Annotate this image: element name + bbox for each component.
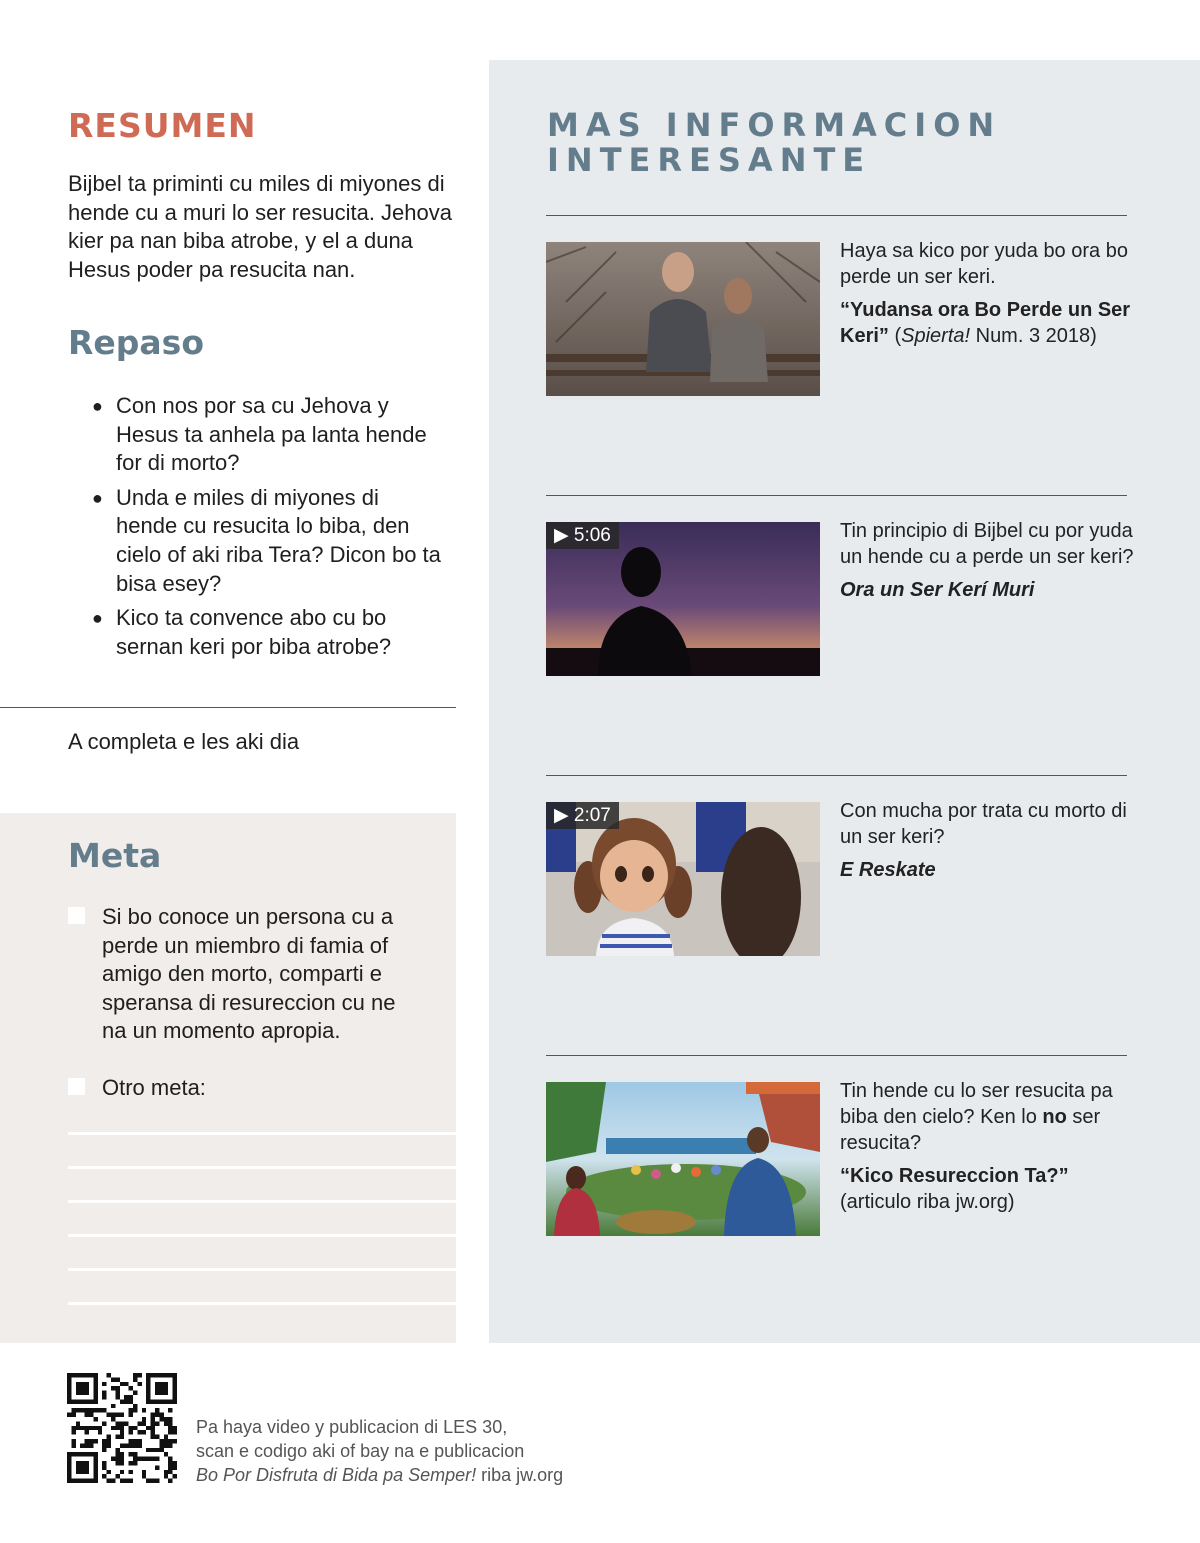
summary-text: Bijbel ta priminti cu miles di miyones di hende cu a muri lo ser resucita. Jehova kier pa nan biba atrobe, y el a duna Hesus poder pa resucita nan.: [68, 171, 452, 282]
item-source-title[interactable]: E Reskate: [840, 859, 936, 881]
silhouette-at-sunset-video[interactable]: [546, 522, 820, 676]
item-source-open: (: [888, 325, 902, 347]
item-description: [840, 1078, 1140, 1156]
more-info-item: [840, 798, 1140, 883]
review-question: [92, 604, 442, 661]
divider: [0, 707, 456, 708]
summary-heading: RESUMEN: [68, 106, 257, 145]
review-question-text: Con nos por sa cu Jehova y Hesus ta anhela pa lanta hende for di morto?: [116, 393, 427, 476]
goal-item-other[interactable]: [68, 1074, 418, 1103]
item-source-title[interactable]: “Yudansa ora Bo Perde un Ser Keri”: [840, 299, 1131, 347]
item-source[interactable]: [840, 297, 1140, 349]
goal-checkbox[interactable]: [68, 907, 85, 924]
divider: [546, 215, 1127, 216]
divider: [546, 495, 1127, 496]
paradise-painting[interactable]: [546, 1082, 820, 1236]
footer-line: riba jw.org: [476, 1465, 564, 1485]
animated-girl-video[interactable]: [546, 802, 820, 956]
item-description-text: ser resucita?: [840, 1106, 1101, 1154]
bullet-icon: ●: [92, 396, 103, 416]
item-source-issue: Num. 3 2018): [970, 325, 1097, 347]
more-info-heading: [547, 108, 1147, 178]
footer-line: Pa haya video y publicacion di LES 30,: [196, 1417, 508, 1437]
more-info-item: [840, 238, 1140, 349]
goal-item-text: Si bo conoce un persona cu a perde un miembro di famia of amigo den morto, comparti e speransa di resureccion cu ne na un momento apropia.: [102, 904, 396, 1044]
item-source-title[interactable]: “Kico Resureccion Ta?”: [840, 1165, 1069, 1187]
review-question-text: Unda e miles di miyones di hende cu resucita lo biba, den cielo of aki riba Tera? Dicon bo ta bisa esey?: [116, 484, 441, 596]
footer-publication-title[interactable]: Bo Por Disfruta di Bida pa Semper!: [196, 1465, 477, 1485]
write-line[interactable]: [68, 1234, 456, 1237]
bullet-icon: ●: [92, 608, 103, 629]
video-duration-badge: ▶ 5:06: [546, 522, 619, 549]
review-question: [92, 392, 442, 478]
divider: [546, 1055, 1127, 1056]
footer-line: scan e codigo aki of bay na e publicacion: [196, 1441, 525, 1461]
item-description-text: Tin hende cu lo ser resucita pa biba den cielo? Ken lo: [840, 1080, 1113, 1128]
goal-checkbox[interactable]: [68, 1078, 85, 1095]
item-description: Tin principio di Bijbel cu por yuda un hende cu a perde un ser keri?: [840, 520, 1134, 568]
more-info-item: [840, 1078, 1140, 1215]
write-line[interactable]: [68, 1302, 456, 1305]
more-info-heading-line2: INTERESANTE: [547, 141, 872, 179]
qr-code-icon[interactable]: [67, 1373, 177, 1483]
write-line[interactable]: [68, 1166, 456, 1169]
review-heading: Repaso: [68, 323, 204, 362]
goal-heading: Meta: [68, 836, 162, 875]
review-question: [92, 484, 442, 598]
goal-write-lines[interactable]: [68, 1132, 456, 1336]
item-source-title[interactable]: Ora un Ser Kerí Muri: [840, 579, 1035, 601]
write-line[interactable]: [68, 1132, 456, 1135]
video-duration-badge: ▶ 2:07: [546, 802, 619, 829]
bullet-icon: ●: [92, 487, 103, 508]
completed-date-label: A completa e les aki dia: [68, 729, 300, 754]
goal-item[interactable]: [68, 903, 418, 1046]
painting-thumbnail-icon: [546, 1082, 820, 1236]
review-question-text: Kico ta convence abo cu bo sernan keri por biba atrobe?: [116, 605, 392, 659]
divider: [546, 775, 1127, 776]
more-info-item: [840, 518, 1140, 603]
footer-note: [196, 1415, 563, 1487]
write-line[interactable]: [68, 1200, 456, 1203]
item-description: Con mucha por trata cu morto di un ser keri?: [840, 800, 1127, 848]
goal-item-text: Otro meta:: [102, 1075, 206, 1100]
review-question-list: [92, 392, 442, 667]
item-source-note: (articulo riba jw.org): [840, 1191, 1015, 1213]
couple-on-bridge-photo[interactable]: [546, 242, 820, 396]
qr-code-graphic: [67, 1373, 177, 1483]
write-line[interactable]: [68, 1268, 456, 1271]
item-description-emphasis: no: [1042, 1106, 1067, 1128]
item-source-publication: Spierta!: [901, 325, 971, 347]
more-info-heading-line1: MAS INFORMACION: [547, 106, 1002, 144]
photo-thumbnail-icon: [546, 242, 820, 396]
item-description: Haya sa kico por yuda bo ora bo perde un ser keri.: [840, 240, 1128, 288]
